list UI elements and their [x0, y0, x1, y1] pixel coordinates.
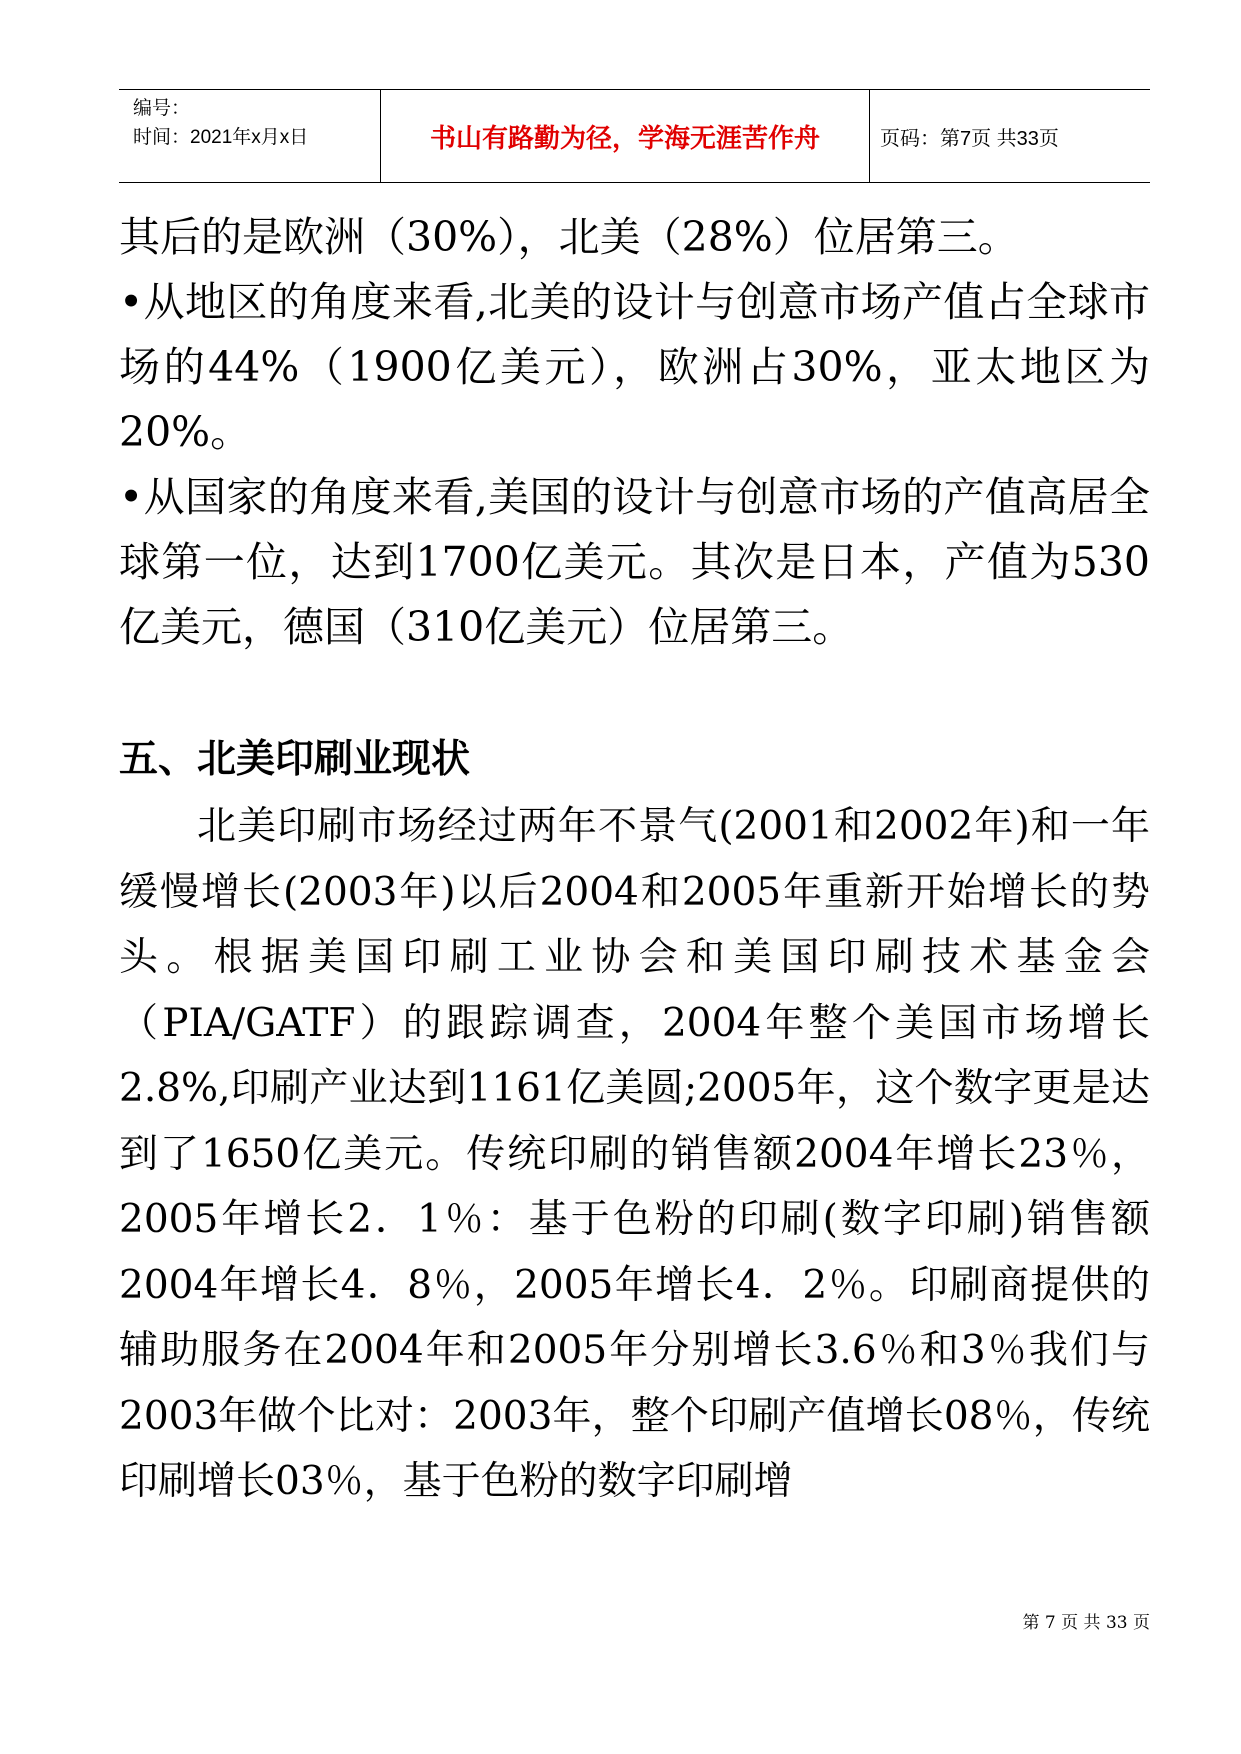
- number-label: 编号：: [133, 98, 191, 119]
- motto-text: 书山有路勤为径，学海无涯苦作舟: [429, 123, 820, 154]
- page-header: [119, 89, 1150, 183]
- header-motto: [381, 90, 870, 182]
- paragraph-3: •从国家的角度来看,美国的设计与创意市场的产值高居全球第一位，达到1700亿美元。其次是日本，产值为530亿美元，德国（310亿美元）位居第三。: [119, 473, 1150, 651]
- paragraph-1: 其后的是欧洲（30%），北美（28%）位居第三。: [119, 213, 1019, 261]
- page-footer: 第 7 页 共 33 页: [1022, 1613, 1150, 1633]
- paragraph-2: •从地区的角度来看,北美的设计与创意市场产值占全球市场的44%（1900亿美元），欧洲占30%，亚太地区为20%。: [119, 278, 1150, 456]
- header-page-label: 页码：第7页 共33页: [880, 127, 1059, 150]
- section-heading: 五、北美印刷业现状: [119, 737, 471, 782]
- time-label: 时间：2021年x月x日: [133, 127, 309, 148]
- header-meta: [119, 90, 381, 182]
- section-body: 北美印刷市场经过两年不景气(2001和2002年)和一年缓慢增长(2003年)以后2004和2005年重新开始增长的势头。根据美国印刷工业协会和美国印刷技术基金会（PIA/GATF）的跟踪调查，2004年整个美国市场增长2.8%,印刷产业达到1161亿美圆;2005年，这个数字更是达到了1650亿美元。传统印刷的销售额2004年增长23％，2005年增长2．1％：基于色粉的印刷(数字印刷)销售额2004年增长4．8％，2005年增长4．2％。印刷商提供的辅助服务在2004年和2005年分别增长3.6％和3％我们与2003年做个比对：2003年，整个印刷产值增长08％，传统印刷增长03％，基于色粉的数字印刷增: [119, 804, 1150, 1504]
- page-content: [119, 205, 1150, 660]
